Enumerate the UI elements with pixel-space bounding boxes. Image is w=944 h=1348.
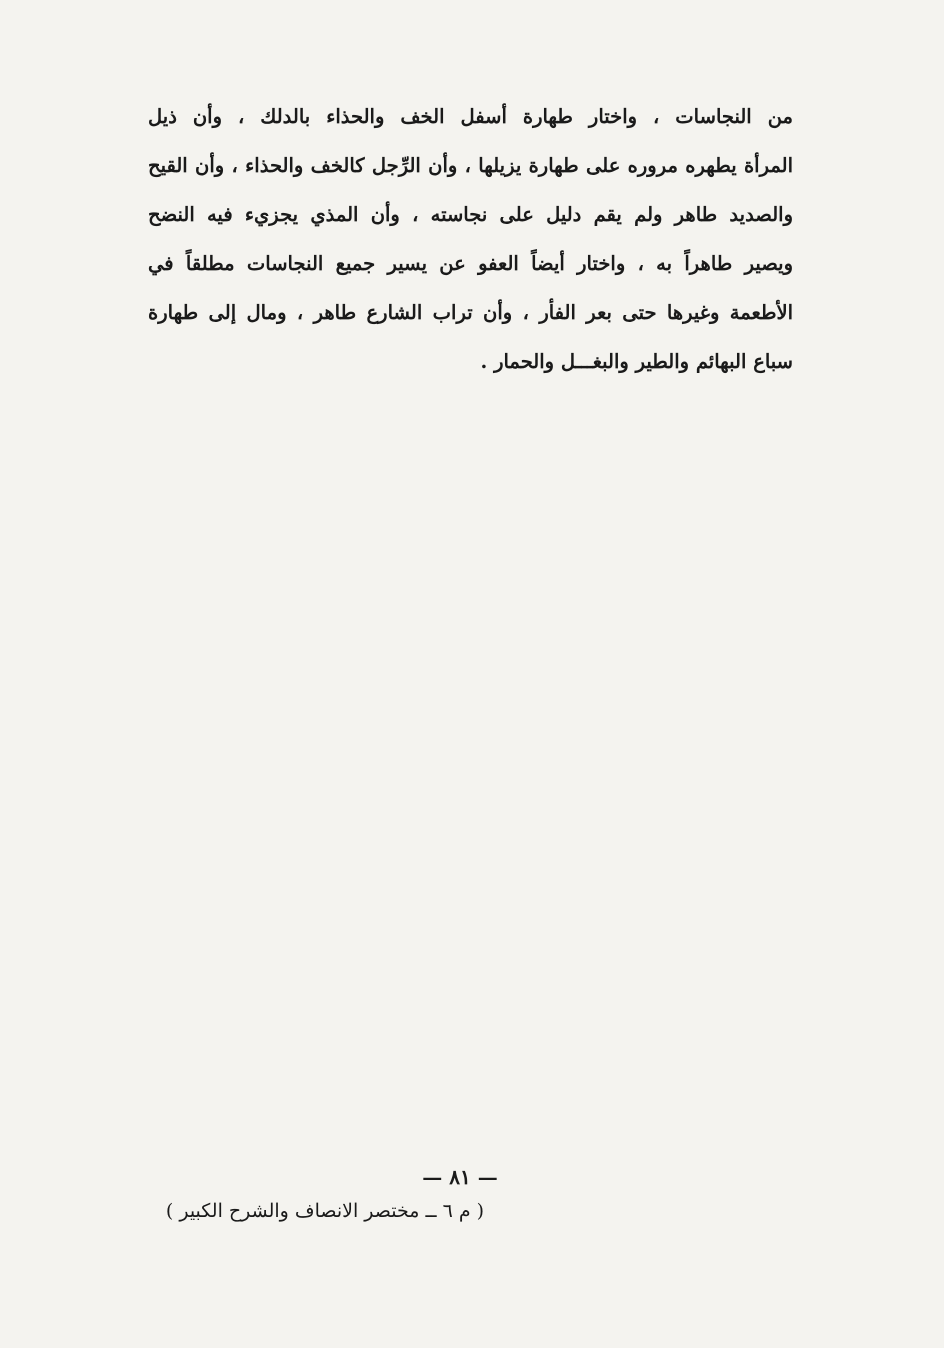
text-line: والصديد طاهر ولم يقم دليل على نجاسته ، وأن المذي يجزيء فيه النضح xyxy=(148,203,793,226)
body-text xyxy=(148,92,793,386)
text-line: ويصير طاهراً به ، واختار أيضاً العفو عن يسير جميع النجاسات مطلقاً في xyxy=(148,252,793,275)
footer-note: ( م ٦ ــ مختصر الانصاف والشرح الكبير ) xyxy=(165,1200,485,1222)
text-line: المرأة يطهره مروره على طهارة يزيلها ، وأن الرِّجل كالخف والحذاء ، وأن القيح xyxy=(148,154,793,177)
page-number: — ٨١ — xyxy=(422,1165,498,1189)
text-line: سباع البهائم والطير والبغـــل والحمار . xyxy=(480,350,793,373)
text-line: من النجاسات ، واختار طهارة أسفل الخف والحذاء بالدلك ، وأن ذيل xyxy=(148,105,793,128)
text-line: الأطعمة وغيرها حتى بعر الفأر ، وأن تراب الشارع طاهر ، ومال إلى طهارة xyxy=(148,301,793,324)
